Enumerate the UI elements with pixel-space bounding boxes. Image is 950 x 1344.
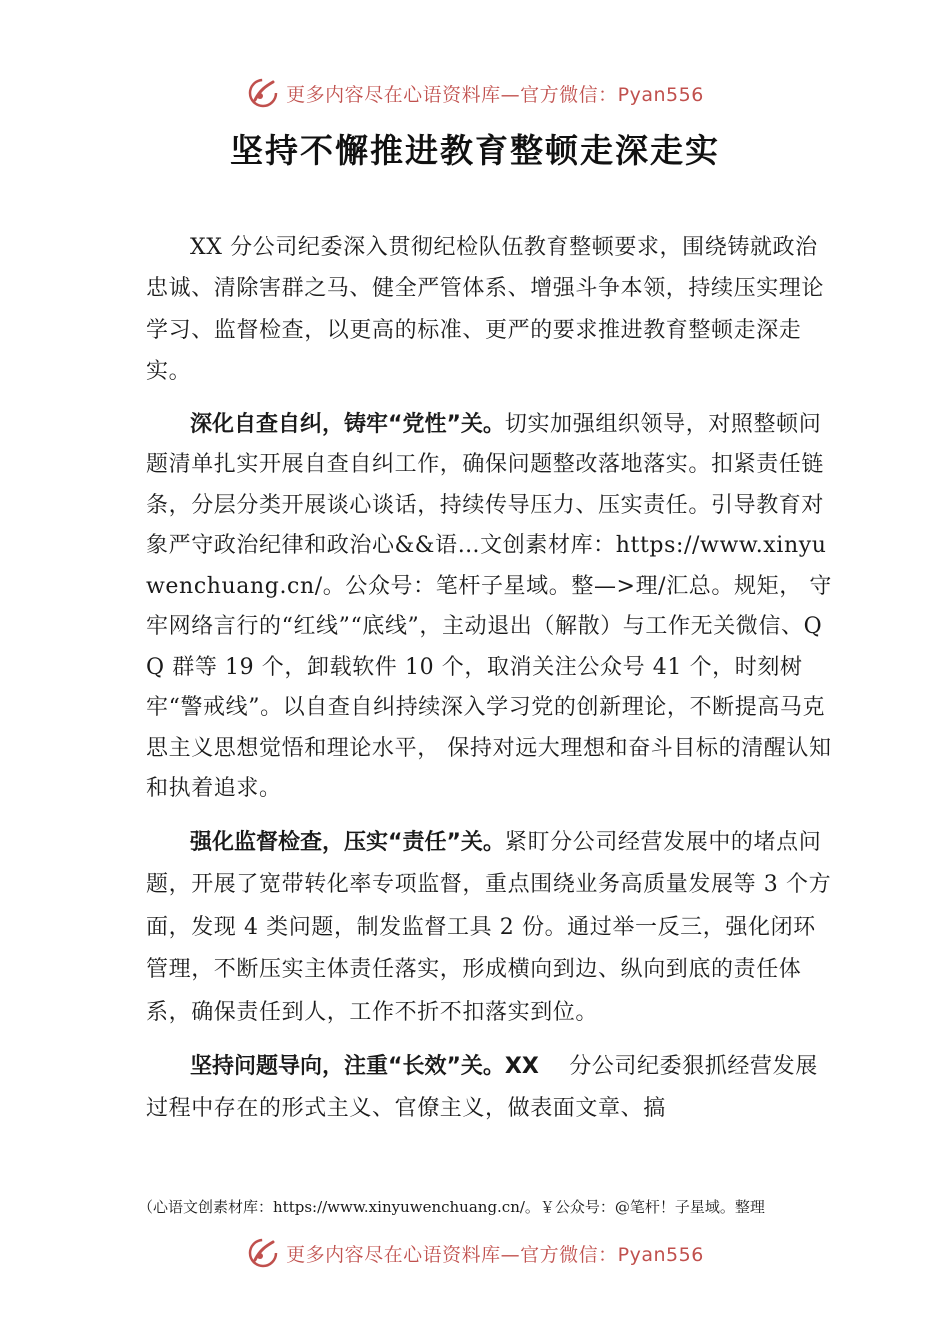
header-banner — [0, 73, 950, 113]
paragraph-lead: 强化监督检查，压实“责任”关。 — [190, 829, 505, 855]
paragraph-text: 切实加强组织领导，对照整顿问题清单扎实开展自查自纠工作，确保问题整改落地落实。扣紧责任链条，分层分类开展谈心谈话，持续传导压力、压实责任。引导教育对象严守政治纪律和政治心&&语…文创素材库：https://www.xinyuwenchuang.cn/。公众号：笔杆子星域。整—>理/汇总。规矩， 守牢网络言行的“红线”“底线”，主动退出（解散）与工作无关微信、QQ 群等 19 个，卸载软件 10 个，取消关注公众号 41 个，时刻树牢“警戒线”。以自查自纠持续深入学习党的创新理论，不断提高马克思主义思想觉悟和理论水平， 保持对远大理想和奋斗目标的清醒认知和执着追求。 — [146, 411, 832, 802]
paragraph-lead: 坚持问题导向，注重“长效”关。XX — [190, 1054, 539, 1080]
footer-banner — [0, 1233, 950, 1273]
paragraph-lead: 深化自查自纠，铸牢“党性”关。 — [190, 411, 505, 437]
paragraph-intro — [146, 227, 836, 393]
footnote: （心语文创素材库：https://www.xinyuwenchuang.cn/。￥公众号：@笔杆！子星域。整理 — [138, 1198, 765, 1216]
footer-banner-text: 更多内容尽在心语资料库—官方微信：Pyan556 — [286, 1243, 704, 1266]
paragraph-text: 分公司纪委狠抓经营发展过程中存在的形式主义、官僚主义，做表面文章、搞 — [146, 1054, 818, 1121]
ink-brush-logo-icon — [246, 1236, 280, 1270]
document-body — [146, 227, 836, 1141]
header-banner-text: 更多内容尽在心语资料库—官方微信：Pyan556 — [286, 83, 704, 106]
paragraph-supervision — [146, 822, 836, 1035]
ink-brush-logo-icon — [246, 76, 280, 110]
paragraph-text: 紧盯分公司经营发展中的堵点问题，开展了宽带转化率专项监督，重点围绕业务高质量发展等 3 个方面，发现 4 类问题，制发监督工具 2 份。通过举一反三，强化闭环管理，不断压实主体责任落实，形成横向到边、纵向到底的责任体系，确保责任到人，工作不折不扣落实到位。 — [146, 829, 832, 1025]
paragraph-text: XX 分公司纪委深入贯彻纪检队伍教育整顿要求，围绕铸就政治忠诚、清除害群之马、健全严管体系、增强斗争本领，持续压实理论学习、监督检查，以更高的标准、更严的要求推进教育整顿走深走实。 — [146, 235, 825, 385]
paragraph-self-check — [146, 405, 836, 810]
document-title: 坚持不懈推进教育整顿走深走实 — [230, 131, 720, 170]
paragraph-problem-oriented — [146, 1046, 836, 1129]
